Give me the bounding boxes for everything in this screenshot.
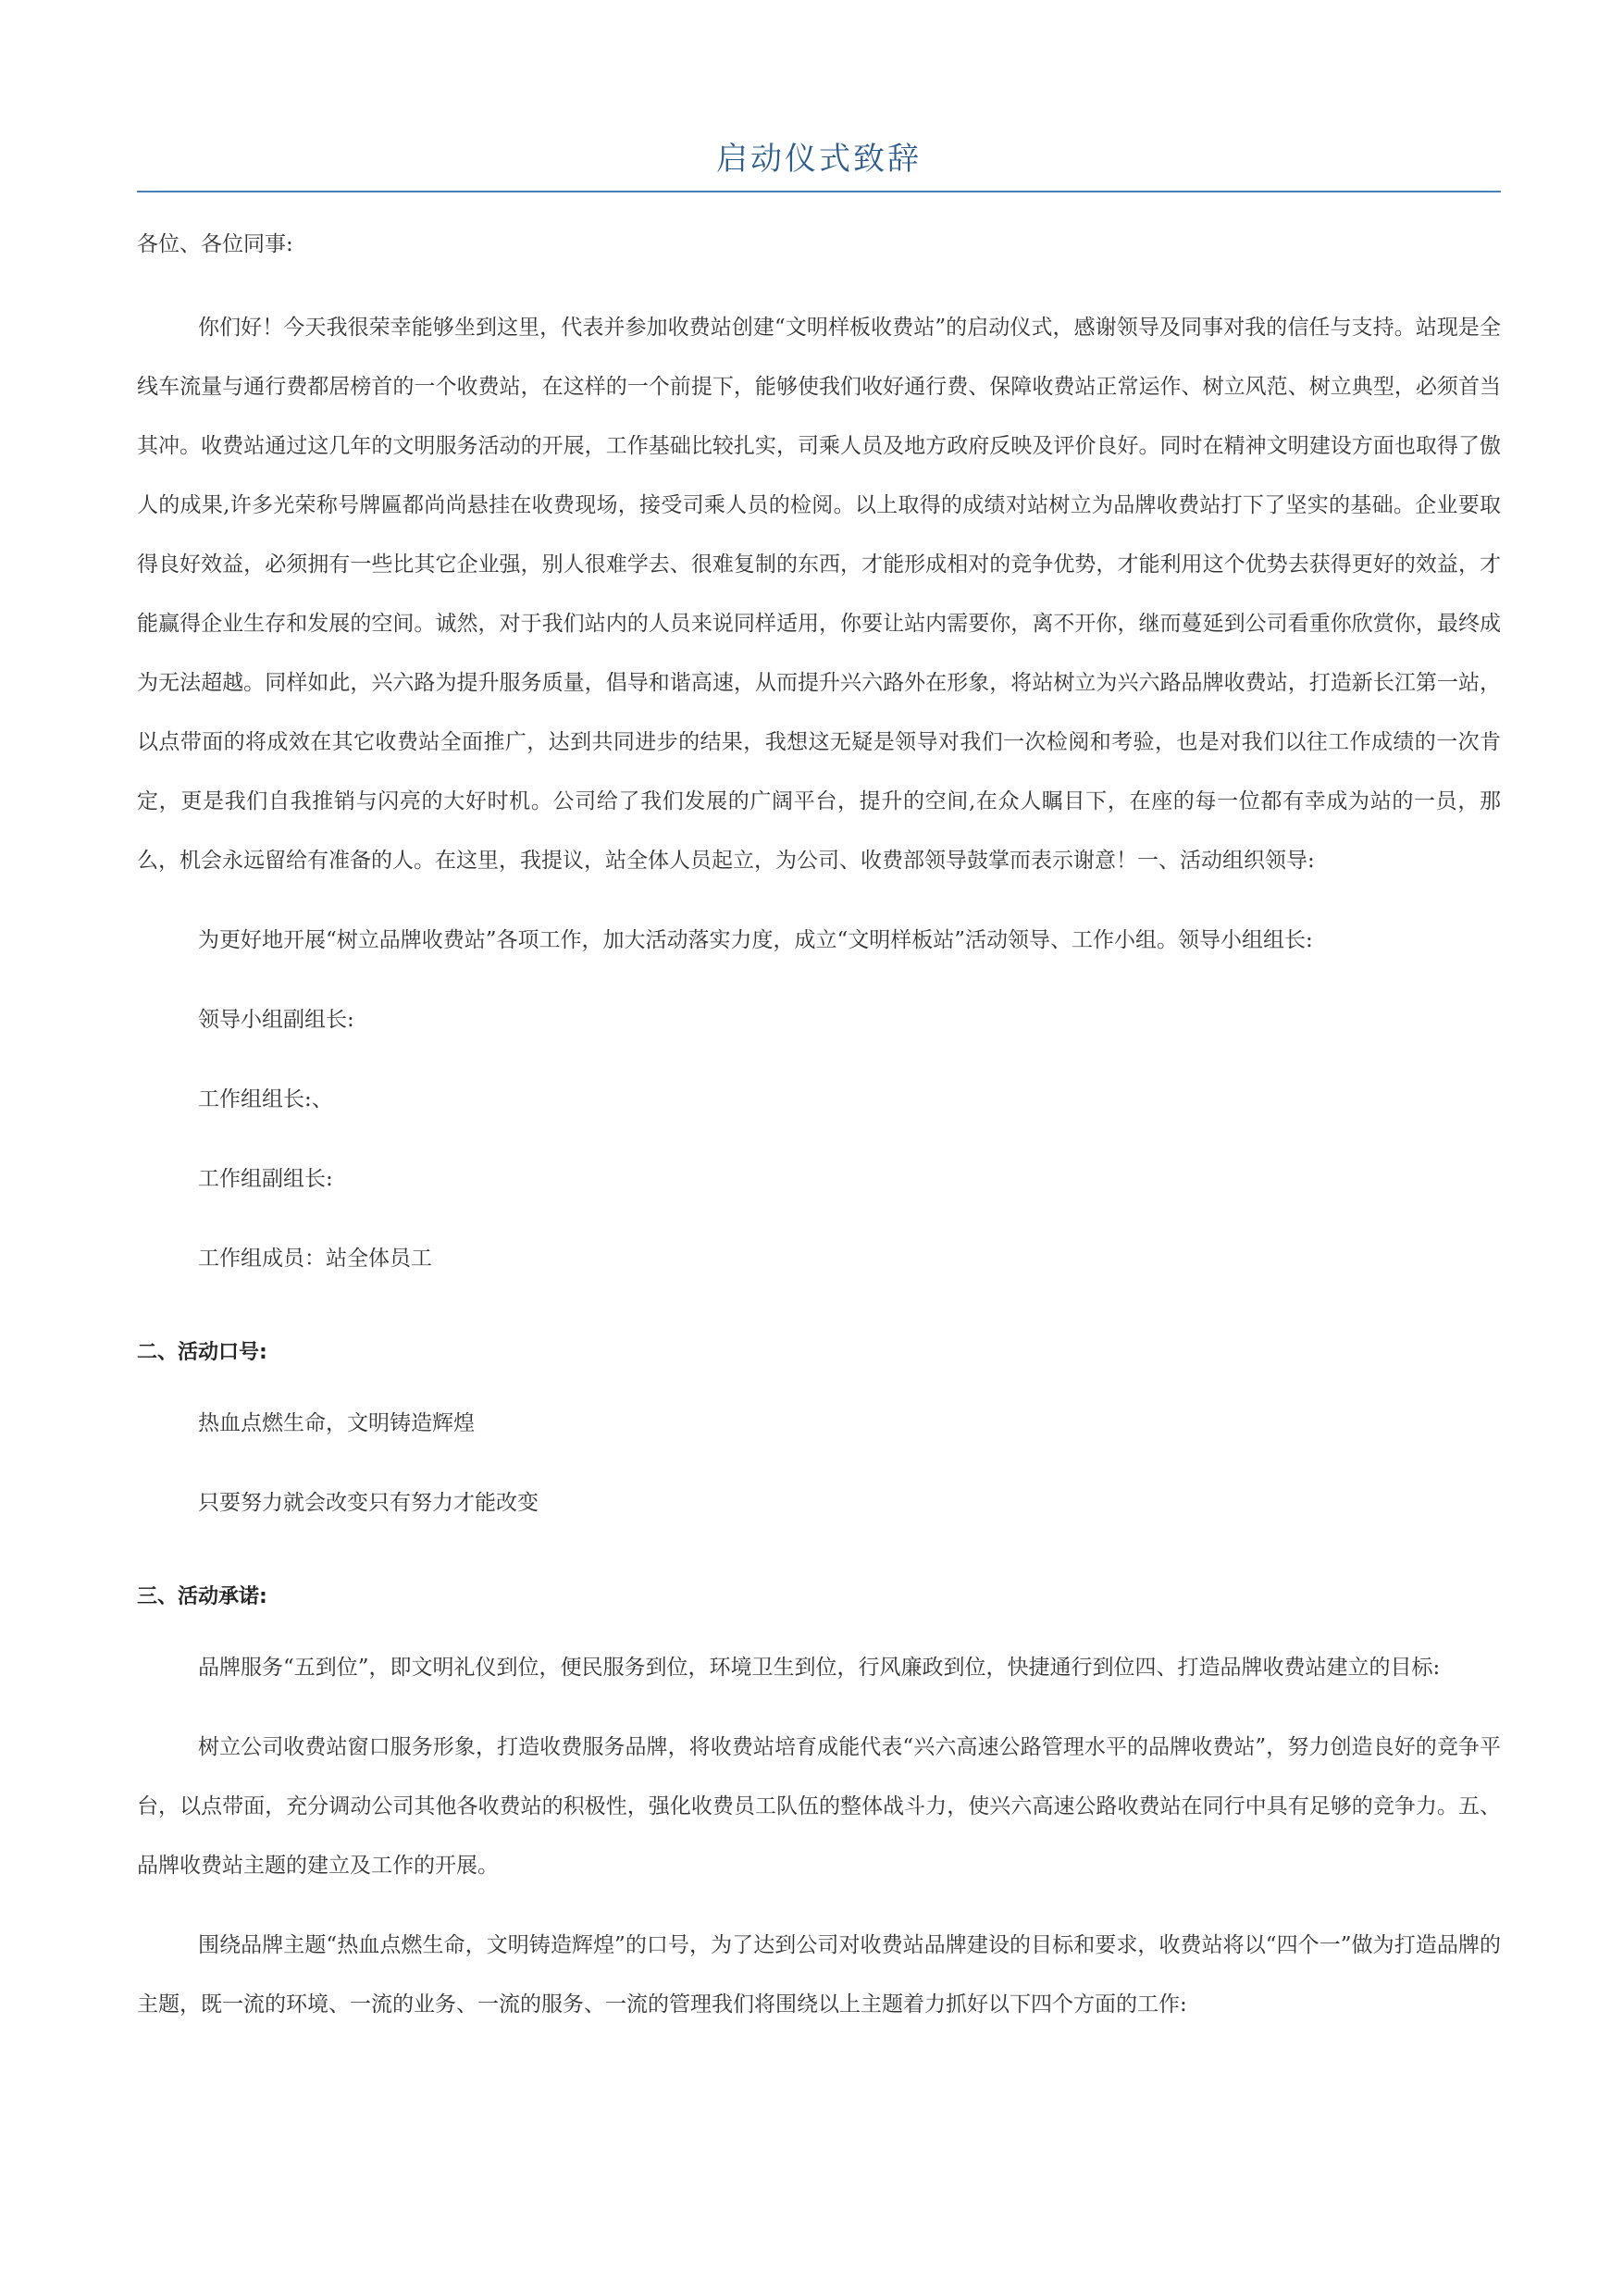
- greeting: 各位、各位同事:: [137, 232, 293, 256]
- slogan-line-2: 只要努力就会改变只有努力才能改变: [198, 1491, 539, 1515]
- work-members-line: 工作组成员：站全体员工: [198, 1247, 432, 1271]
- deputy-leader-line: 领导小组副组长:: [198, 1008, 354, 1032]
- work-deputy-line: 工作组副组长:: [198, 1167, 333, 1191]
- paragraph-intro: 你们好！今天我很荣幸能够坐到这里，代表并参加收费站创建“文明样板收费站”的启动仪式，感谢领导及同事对我的信任与支持。站现是全线车流量与通行费都居榜首的一个收费站，在这样的一个前提下，能够使我们收好通行费、保障收费站正常运作、树立风范、树立典型，必须首当其冲。收费站通过这几年的文明服务活动的开展，工作基础比较扎实，司乘人员及地方政府反映及评价良好。同时在精神文明建设方面也取得了傲人的成果,许多光荣称号牌匾都尚尚悬挂在收费现场，接受司乘人员的检阅。以上取得的成绩对站树立为品牌收费站打下了坚实的基础。企业要取得良好效益，必须拥有一些比其它企业强，别人很难学去、很难复制的东西，才能形成相对的竞争优势，才能利用这个优势去获得更好的效益，才能赢得企业生存和发展的空间。诚然，对于我们站内的人员来说同样适用，你要让站内需要你，离不开你，继而蔓延到公司看重你欣赏你，最终成为无法超越。同样如此，兴六路为提升服务质量，倡导和谐高速，从而提升兴六路外在形象，将站树立为兴六路品牌收费站，打造新长江第一站，以点带面的将成效在其它收费站全面推广，达到共同进步的结果，我想这无疑是领导对我们一次检阅和考验，也是对我们以往工作成绩的一次肯定，更是我们自我推销与闪亮的大好时机。公司给了我们发展的广阔平台，提升的空间,在众人瞩目下，在座的每一位都有幸成为站的一员，那么，机会永远留给有准备的人。在这里，我提议，站全体人员起立，为公司、收费部领导鼓掌而表示谢意！一、活动组织领导:: [137, 316, 1501, 873]
- slogan-line-1: 热血点燃生命，文明铸造辉煌: [198, 1411, 475, 1435]
- document-body: [137, 215, 1501, 2034]
- paragraph-organization: 为更好地开展“树立品牌收费站”各项工作，加大活动落实力度，成立“文明样板站”活动领导、工作小组。领导小组组长:: [198, 928, 1313, 952]
- paragraph-promise: 品牌服务“五到位”，即文明礼仪到位，便民服务到位，环境卫生到位，行风廉政到位，快捷通行到位四、打造品牌收费站建立的目标:: [198, 1656, 1441, 1680]
- paragraph-theme: 围绕品牌主题“热血点燃生命，文明铸造辉煌”的口号，为了达到公司对收费站品牌建设的目标和要求，收费站将以“四个一”做为打造品牌的主题，既一流的环境、一流的业务、一流的服务、一流的管理我们将围绕以上主题着力抓好以下四个方面的工作:: [137, 1933, 1501, 2017]
- section-heading-slogan: 二、活动口号:: [137, 1341, 267, 1364]
- section-heading-promise: 三、活动承诺:: [137, 1585, 267, 1608]
- paragraph-goal: 树立公司收费站窗口服务形象，打造收费服务品牌，将收费站培育成能代表“兴六高速公路管理水平的品牌收费站”，努力创造良好的竞争平台，以点带面，充分调动公司其他各收费站的积极性，强化收费员工队伍的整体战斗力，使兴六高速公路收费站在同行中具有足够的竞争力。五、品牌收费站主题的建立及工作的开展。: [137, 1735, 1501, 1878]
- document-title: 启动仪式致辞: [716, 141, 922, 178]
- work-leader-line: 工作组组长:、: [198, 1087, 333, 1111]
- title-divider: [137, 191, 1501, 192]
- document-page: [137, 0, 1501, 2296]
